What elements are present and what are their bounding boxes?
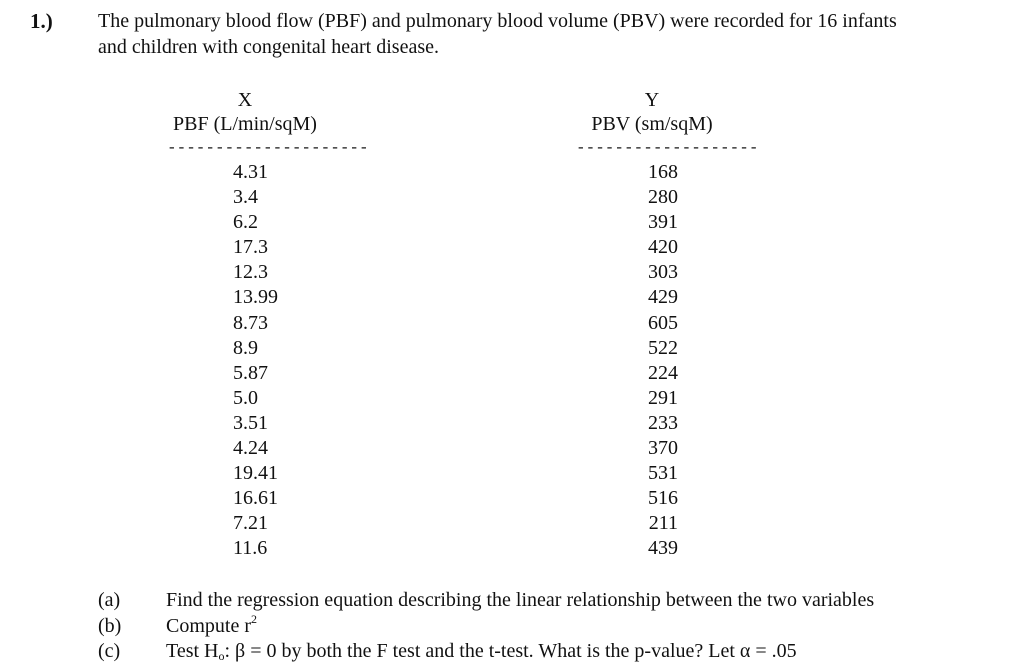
question-intro xyxy=(98,8,998,60)
y-value: 391 xyxy=(648,211,678,234)
y-column-header xyxy=(567,88,737,136)
question-parts xyxy=(98,588,874,665)
x-value: 4.31 xyxy=(233,161,268,183)
x-column-divider: --------------------- xyxy=(167,139,369,157)
x-value: 3.51 xyxy=(233,411,268,434)
x-value: 12.3 xyxy=(233,261,268,284)
y-value: 439 xyxy=(648,537,678,560)
x-value: 11.6 xyxy=(233,537,268,560)
y-value: 531 xyxy=(648,462,678,485)
x-value: 16.61 xyxy=(233,487,278,510)
x-value: 8.9 xyxy=(233,336,258,359)
part-c-label: (c) xyxy=(98,640,121,662)
y-value: 516 xyxy=(648,487,678,510)
x-value: 5.0 xyxy=(233,386,258,409)
y-value: 233 xyxy=(648,411,678,434)
y-values-list xyxy=(630,160,678,562)
x-value: 13.99 xyxy=(233,286,278,309)
x-value: 5.87 xyxy=(233,361,268,384)
part-b-text: Compute r xyxy=(166,614,251,637)
y-value: 605 xyxy=(648,311,678,334)
y-value: 420 xyxy=(648,236,678,259)
y-variable-name: Y xyxy=(644,89,660,111)
y-value: 168 xyxy=(648,161,678,183)
intro-line-1: The pulmonary blood flow (PBF) and pulmonary blood volume (PBV) were recorded for 16 infants xyxy=(98,10,897,32)
y-column-label: PBV (sm/sqM) xyxy=(591,113,713,135)
x-column-label: PBF (L/min/sqM) xyxy=(173,113,317,135)
x-values-list xyxy=(233,160,313,562)
question-number: 1.) xyxy=(30,9,53,33)
part-c-text-2: : β = 0 by both the F test and the t-test. What is the p-value? Let α = .05 xyxy=(224,640,797,662)
part-c-text-1: Test H xyxy=(166,640,219,662)
part-a-text: Find the regression equation describing the linear relationship between the two variables xyxy=(166,589,875,611)
y-value: 291 xyxy=(648,386,678,409)
x-value: 7.21 xyxy=(233,512,268,535)
part-b-label: (b) xyxy=(98,614,122,637)
x-value: 19.41 xyxy=(233,462,278,485)
y-value: 522 xyxy=(648,336,678,359)
x-value: 17.3 xyxy=(233,236,268,259)
y-value: 224 xyxy=(648,361,678,384)
y-value: 211 xyxy=(648,512,678,535)
part-b xyxy=(98,611,874,640)
part-c-subscript: o xyxy=(218,649,225,663)
x-value: 3.4 xyxy=(233,186,258,209)
part-a xyxy=(98,588,874,614)
y-value: 370 xyxy=(648,437,678,460)
x-value: 6.2 xyxy=(233,211,258,234)
x-value: 8.73 xyxy=(233,311,268,334)
x-column-header xyxy=(160,88,330,136)
part-c xyxy=(98,639,874,665)
part-a-label: (a) xyxy=(98,589,121,611)
y-value: 429 xyxy=(648,286,678,309)
x-variable-name: X xyxy=(237,89,253,111)
y-value: 303 xyxy=(648,261,678,284)
y-column-divider: ------------------- xyxy=(576,139,759,157)
x-value: 4.24 xyxy=(233,437,268,460)
intro-line-2: and children with congenital heart disease. xyxy=(98,36,439,58)
part-b-superscript: 2 xyxy=(251,611,257,626)
y-value: 280 xyxy=(648,186,678,209)
